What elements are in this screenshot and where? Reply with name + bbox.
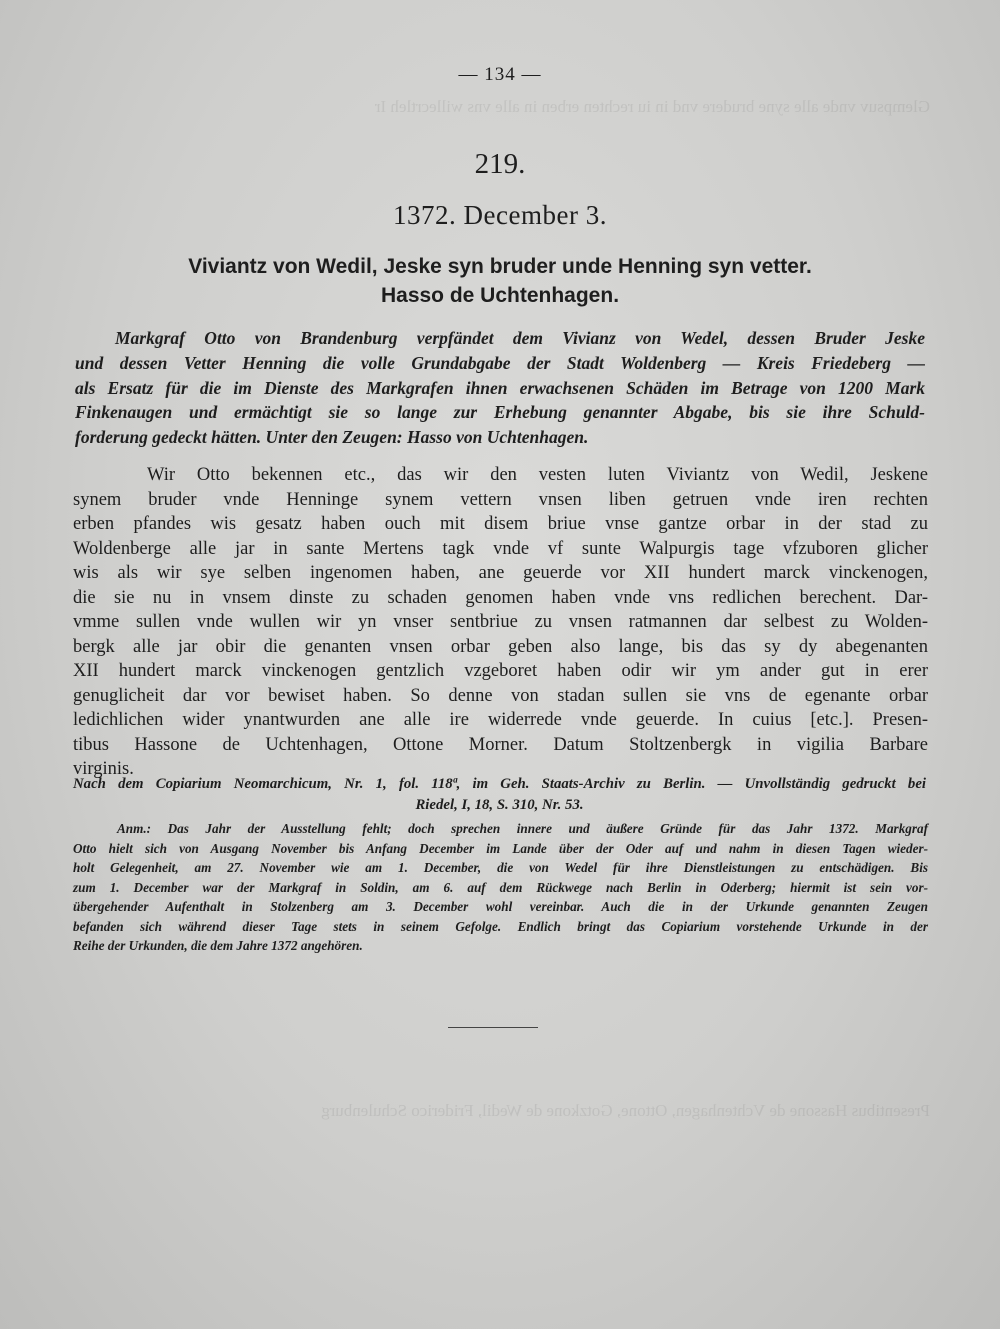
text-line: vmme sullen vnde wullen wir yn vnser sentbriue zu vnsen ratmannen dar selbest zu Wolden- [73,612,928,632]
editorial-note [73,819,928,956]
note-line: Anm.: Das Jahr der Ausstellung fehlt; doch sprechen innere und äußere Gründe für das Jahr 1372. Markgraf [117,821,928,836]
source-line: Nach dem Copiarium Neomarchicum, Nr. 1, fol. 118ª, im Geh. Staats-Archiv zu Berlin. — Unvollständig gedruckt bei [73,776,926,792]
regest-line: und dessen Vetter Henning die volle Grundabgabe der Stadt Woldenberg — Kreis Friedeberg — [75,352,925,373]
text-line: tibus Hassone de Uchtenhagen, Ottone Morner. Datum Stoltzenbergk in vigilia Barbare [73,734,928,755]
regest-line: forderung gedeckt hätten. Unter den Zeugen: Hasso von Uchtenhagen. [75,427,589,448]
text-line: wis als wir sye selben ingenomen haben, ane geuerde vor XII hundert marck vinckenogen, [73,563,928,583]
text-line: Wir Otto bekennen etc., das wir den vesten luten Viviantz von Wedil, Jeskene [147,465,928,485]
text-line: genuglicheit dar vor bewiset haben. So denne von stadan sullen sie vns de egenante orbar [73,685,928,706]
regest-line: Markgraf Otto von Brandenburg verpfändet dem Vivianz von Wedel, dessen Bruder Jeske [115,328,925,348]
bleed-through-text: Presentibus Hassone de Vchtenhagen, Ottone, Gotzkone de Wedil, Friderico Schulenburg [321,1101,930,1120]
text-line: XII hundert marck vinckenogen gentzlich vzgeboret haben odir wir ym ander gut in erer [73,661,928,681]
bleed-through-text: Glempsuv vnde alle syne brudere vnd in iu rechten erben in alle vns willecrtleh Ir [374,97,930,116]
page-number: — 134 — [458,64,542,85]
section-divider [448,1027,538,1028]
note-line: Otto hielt sich von Ausgang November bis Anfang December im Lande über der Oder auf und nahm in diesen Tagen wieder- [73,840,928,856]
note-line: holt Gelegenheit, am 27. November wie am 1. December, die von Wedel für ihre Dienstleistungen zu entschädigen. Bis [73,860,928,875]
source-citation [73,774,926,816]
regest-summary [75,326,925,450]
regest-line: als Ersatz für die im Dienste des Markgrafen ihnen erwachsenen Schäden im Betrage von 1200 Mark [75,377,925,398]
text-line: virginis. [73,759,134,779]
text-line: die sie nu in vnsem dinste zu schaden genomen haben vnde vns redlichen berechent. Dar- [73,587,928,608]
heading-line-2: Hasso de Uchtenhagen. [380,284,620,307]
text-line: erben pfandes wis gesatz haben ouch mit disem briue vnse gantze orbar in der stad zu [73,514,928,534]
text-line: ledichlichen wider ynantwurden ane alle ire widerrede vnde geuerde. In cuius [etc.]. Presen- [73,710,928,730]
note-line: Reihe der Urkunden, die dem Jahre 1372 angehören. [73,938,363,953]
text-line: synem bruder vnde Henninge synem vettern vnsen liben getruen vnde iren rechten [73,489,928,510]
text-line: Woldenberge alle jar in sante Mertens tagk vnde vf sunte Walpurgis tage vfzuboren glicher [73,538,928,559]
text-line: bergk alle jar obir die genanten vnsen orbar geben also lange, bis das sy dy abegenanten [73,636,928,657]
heading-line-1: Viviantz von Wedil, Jeske syn bruder unde Henning syn vetter. [188,255,812,278]
source-line: Riedel, I, 18, S. 310, Nr. 53. [415,797,584,813]
charter-text [73,463,928,782]
note-line: befanden sich während dieser Tage stets in seinem Gefolge. Endlich bringt das Copiarium vorstehende Urkunde in der [73,918,928,934]
regest-line: Finkenaugen und ermächtigt sie so lange zur Erhebung genannter Abgabe, bis sie ihre Schuld- [75,402,925,423]
document-date: 1372. December 3. [393,200,607,230]
document-number: 219. [474,148,526,180]
note-line: übergehender Aufenthalt in Stolzenberg am 3. December wohl vereinbar. Auch die in der Urkunde genannten Zeugen [73,899,928,914]
note-line: zum 1. December war der Markgraf in Soldin, am 6. auf dem Rückwege nach Berlin in Oderberg; hiermit ist sein vor- [73,879,928,895]
